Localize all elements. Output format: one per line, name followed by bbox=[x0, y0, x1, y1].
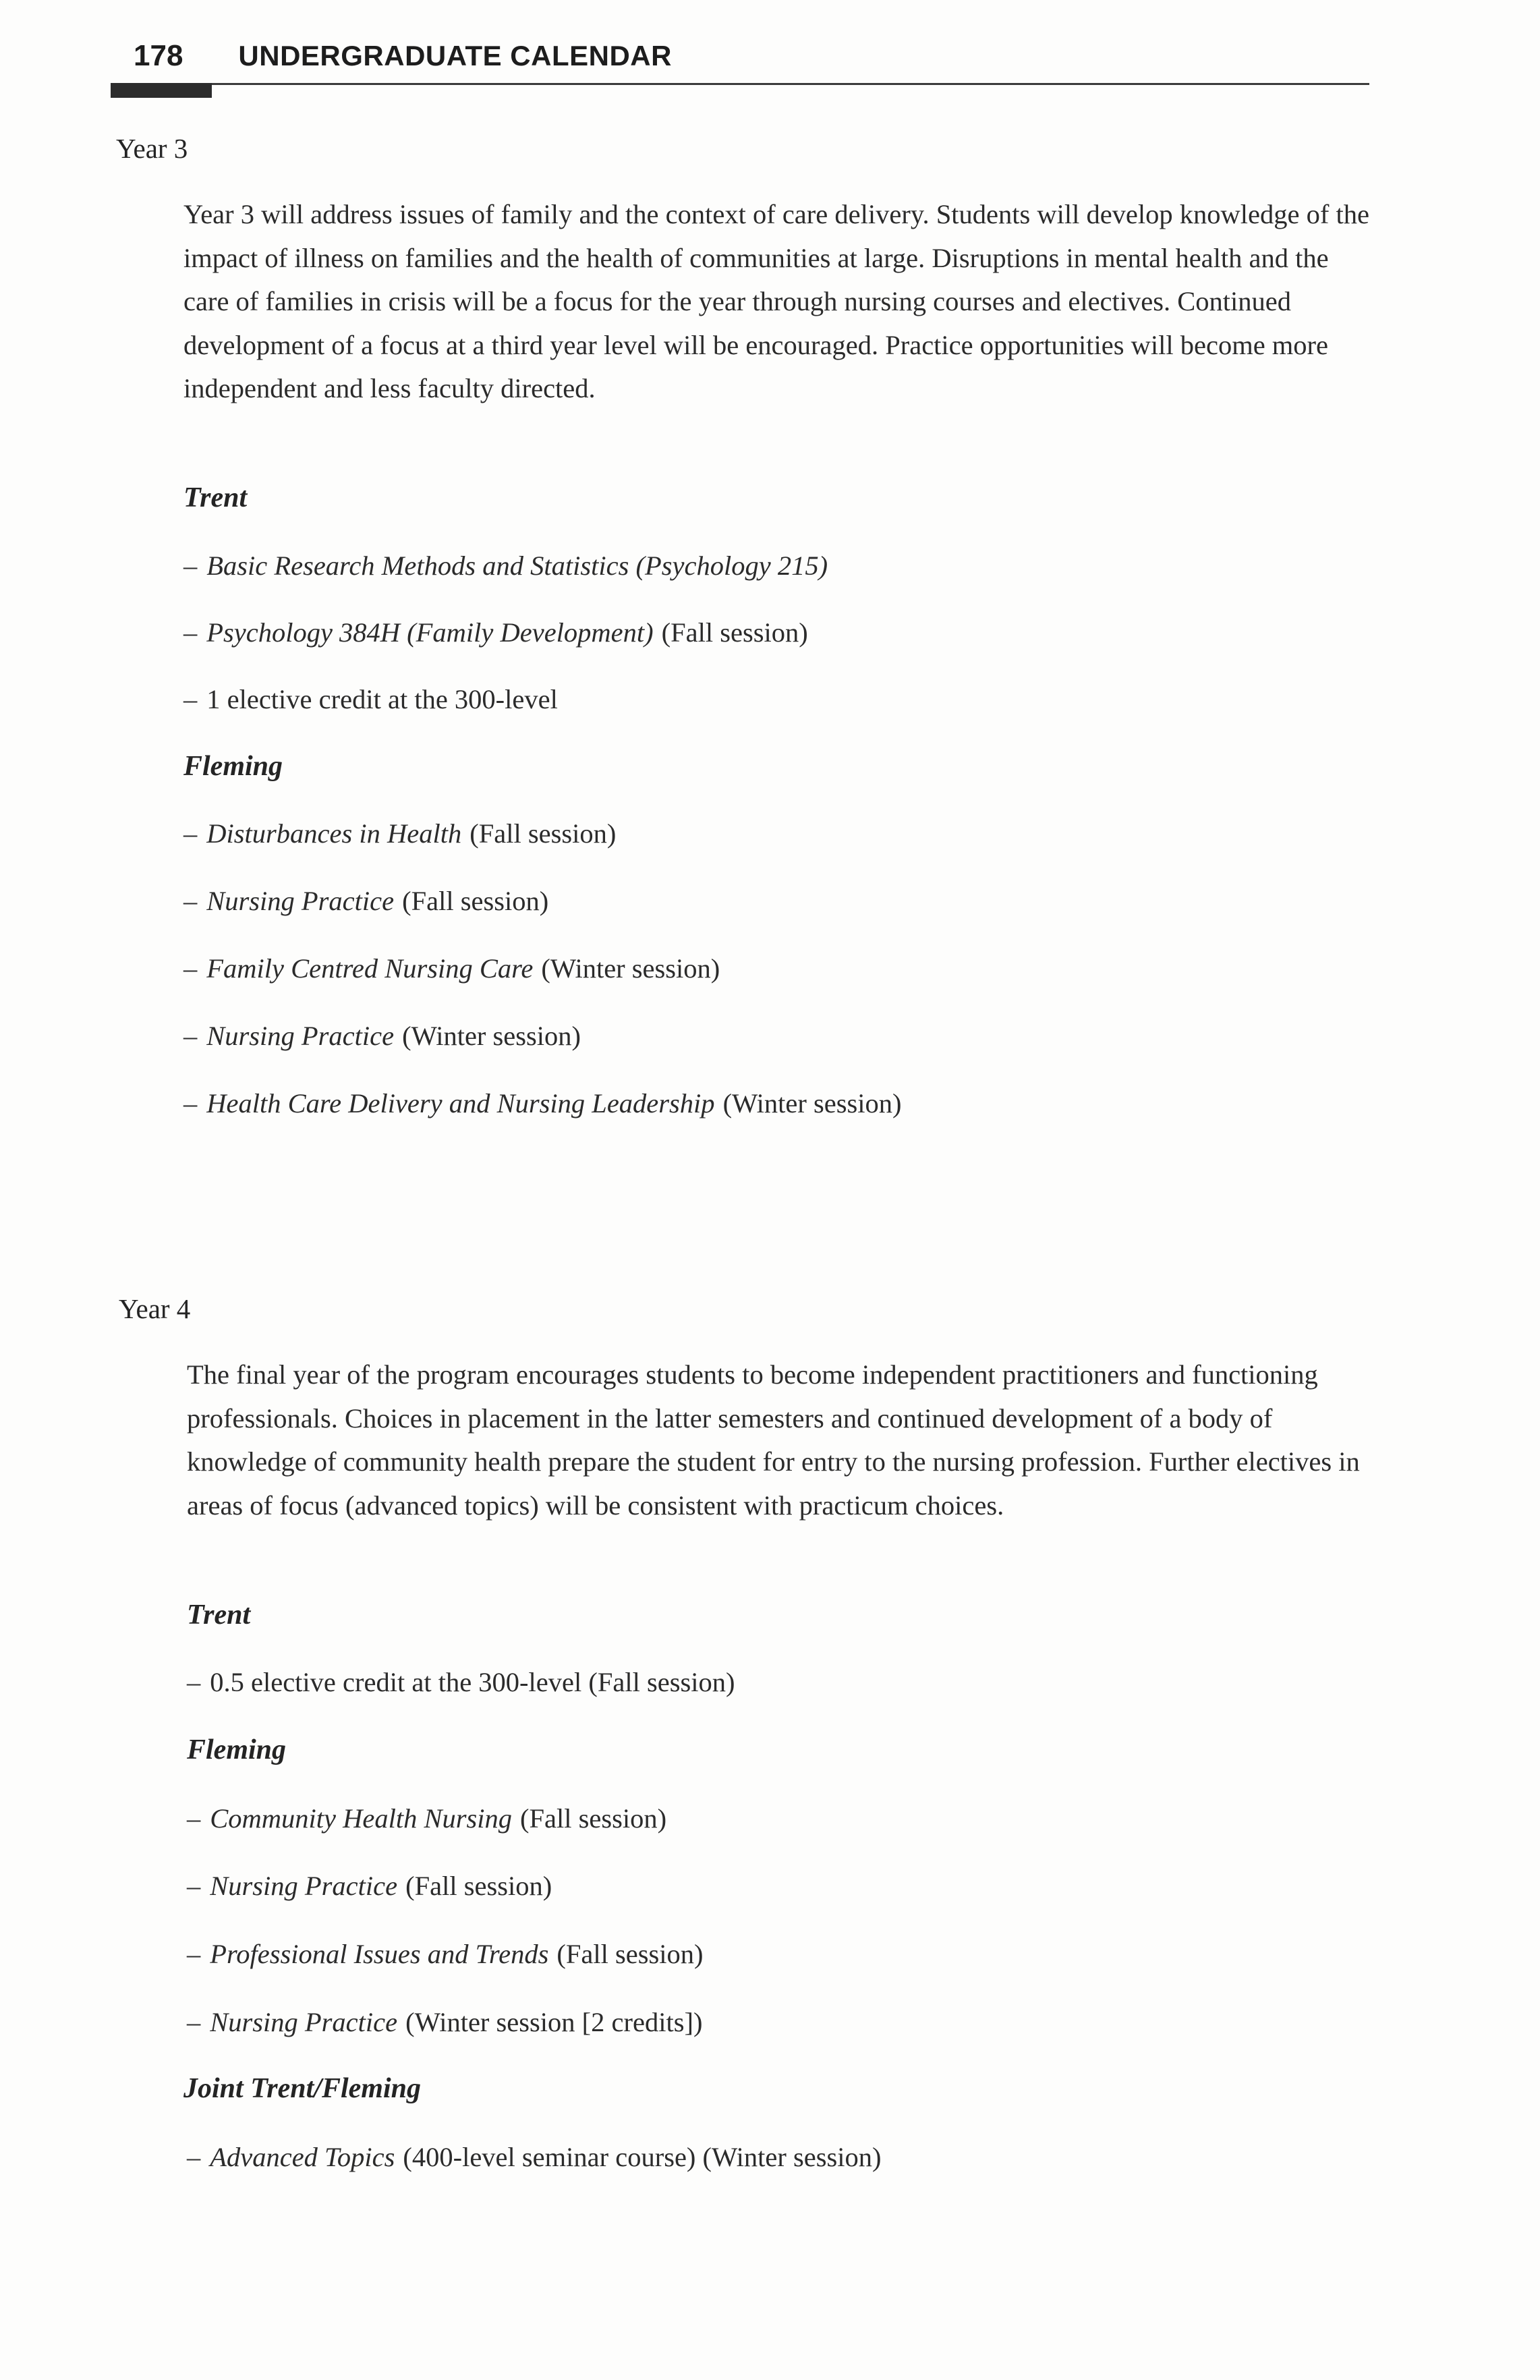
course-note: (Fall session) bbox=[557, 1939, 704, 1969]
year3-fleming-item-2: – Nursing Practice (Fall session) bbox=[183, 886, 549, 916]
year3-fleming-heading: Fleming bbox=[183, 751, 283, 782]
year3-fleming-item-1: – Disturbances in Health (Fall session) bbox=[183, 818, 617, 849]
year4-fleming-heading: Fleming bbox=[187, 1734, 287, 1765]
course-note: (Fall session) bbox=[520, 1803, 667, 1834]
course-title: Health Care Delivery and Nursing Leadership bbox=[206, 1088, 715, 1118]
course-title: Nursing Practice bbox=[206, 1021, 395, 1051]
course-note: (Fall session) bbox=[469, 818, 617, 849]
course-note: (Fall session) bbox=[405, 1871, 552, 1901]
course-title: Family Centred Nursing Care bbox=[206, 953, 534, 984]
year3-fleming-item-4: – Nursing Practice (Winter session) bbox=[183, 1021, 581, 1051]
course-note: 0.5 elective credit at the 300-level (Fall session) bbox=[210, 1667, 735, 1697]
course-title: Disturbances in Health bbox=[206, 818, 462, 849]
course-note: (Fall session) bbox=[402, 886, 549, 916]
course-note: (Winter session [2 credits]) bbox=[405, 2007, 703, 2037]
header-rule-block bbox=[111, 83, 212, 98]
year4-fleming-item-1: – Community Health Nursing (Fall session) bbox=[187, 1803, 667, 1834]
year4-trent-item-1: – 0.5 elective credit at the 300-level (Fall session) bbox=[187, 1667, 735, 1697]
course-note: (400-level seminar course) (Winter session) bbox=[403, 2142, 882, 2172]
year4-joint-item-1: – Advanced Topics (400-level seminar course) (Winter session) bbox=[187, 2142, 882, 2172]
course-title: Basic Research Methods and Statistics (Psychology 215) bbox=[206, 550, 828, 581]
page-number: 178 bbox=[134, 39, 183, 72]
year4-fleming-item-3: – Professional Issues and Trends (Fall session) bbox=[187, 1939, 704, 1969]
course-title: Professional Issues and Trends bbox=[210, 1939, 549, 1969]
year4-fleming-item-2: – Nursing Practice (Fall session) bbox=[187, 1871, 552, 1901]
year4-heading: Year 4 bbox=[119, 1293, 191, 1324]
course-title: Community Health Nursing bbox=[210, 1803, 513, 1834]
year4-joint-heading: Joint Trent/Fleming bbox=[183, 2073, 421, 2104]
course-title: Nursing Practice bbox=[206, 886, 395, 916]
course-title: Advanced Topics bbox=[210, 2142, 395, 2172]
header-rule bbox=[113, 83, 1369, 85]
course-note: (Fall session) bbox=[661, 617, 808, 648]
year4-paragraph: The final year of the program encourages students to become independent practitioners and functioning professionals. Choices in placement in the latter semesters and continued development of a body of knowledge of community health prepare the student for entry to the nursing profession. Further electives in areas of focus (advanced topics) will be consistent with practicum choices. bbox=[187, 1359, 1360, 1521]
course-note: 1 elective credit at the 300-level bbox=[206, 684, 558, 714]
running-header bbox=[113, 39, 1369, 85]
course-title: Psychology 384H (Family Development) bbox=[206, 617, 654, 648]
year4-fleming-item-4: – Nursing Practice (Winter session [2 credits]) bbox=[187, 2007, 703, 2037]
year3-paragraph: Year 3 will address issues of family and the context of care delivery. Students will develop knowledge of the impact of illness on families and the health of communities at large. Disruptions in mental health and the care of families in crisis will be a focus for the year through nursing courses and electives. Continued development of a focus at a third year level will be encouraged. Practice opportunities will become more independent and less faculty directed. bbox=[183, 199, 1369, 403]
year3-trent-heading: Trent bbox=[183, 482, 248, 513]
year4-trent-heading: Trent bbox=[187, 1599, 251, 1631]
course-note: (Winter session) bbox=[722, 1088, 902, 1118]
year3-fleming-item-3: – Family Centred Nursing Care (Winter session) bbox=[183, 953, 720, 984]
course-note: (Winter session) bbox=[402, 1021, 581, 1051]
course-title: Nursing Practice bbox=[210, 2007, 398, 2037]
course-note: (Winter session) bbox=[541, 953, 720, 984]
year3-trent-item-1: – Basic Research Methods and Statistics (Psychology 215) bbox=[183, 550, 828, 581]
course-title: Nursing Practice bbox=[210, 1871, 398, 1901]
year3-trent-item-3: – 1 elective credit at the 300-level bbox=[183, 684, 558, 714]
year3-heading: Year 3 bbox=[116, 133, 188, 164]
year3-fleming-item-5: – Health Care Delivery and Nursing Leadership (Winter session) bbox=[183, 1088, 902, 1118]
year3-trent-item-2: – Psychology 384H (Family Development) (Fall session) bbox=[183, 617, 808, 648]
running-title: UNDERGRADUATE CALENDAR bbox=[238, 40, 672, 72]
